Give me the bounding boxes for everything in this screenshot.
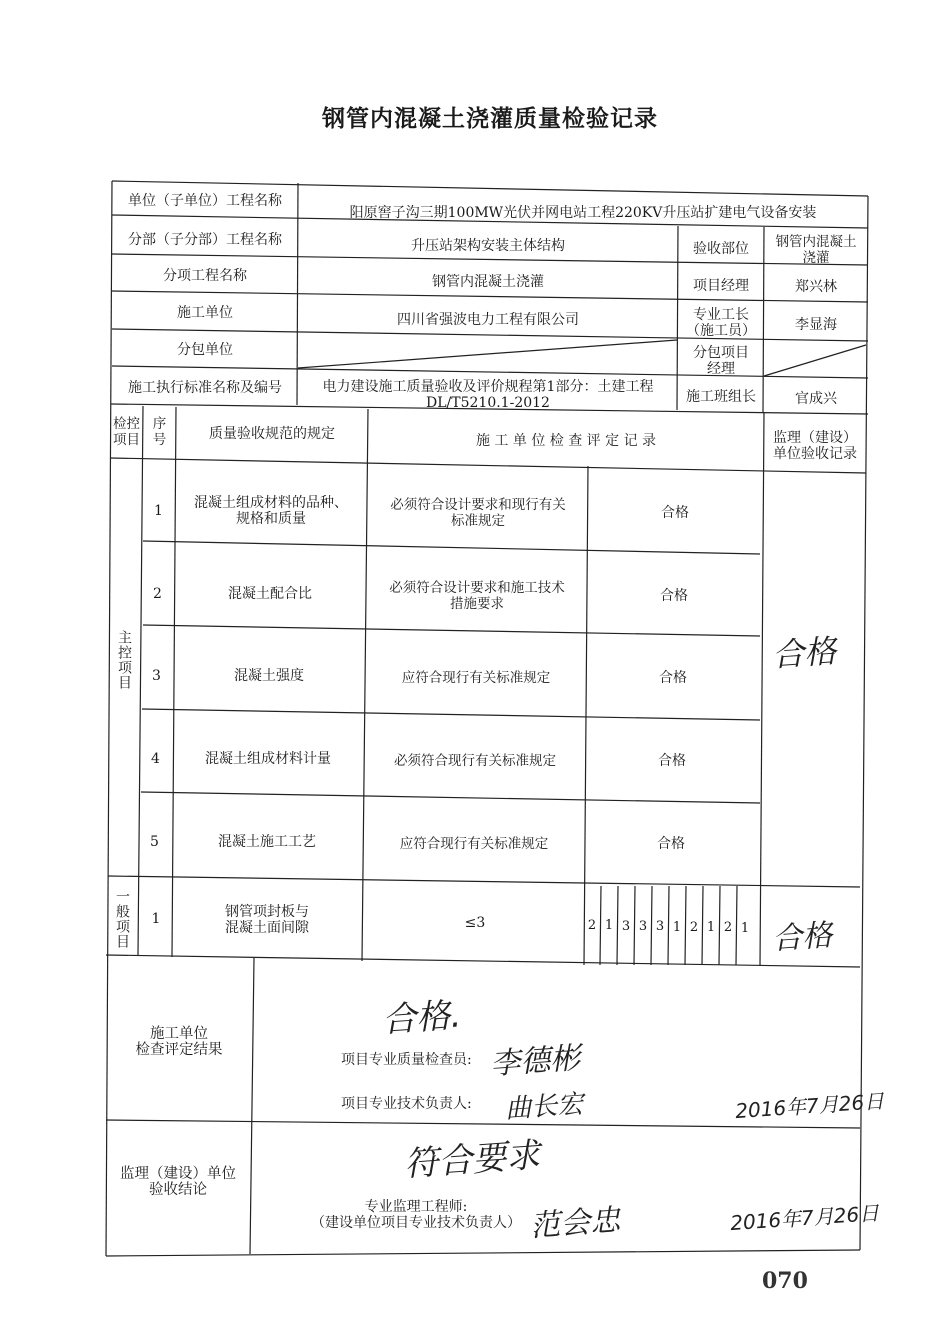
main-row-name: 混凝土配合比 (228, 586, 312, 602)
main-row-result: 合格 (661, 505, 689, 521)
general-name: 钢管项封板与 混凝土面间隙 (225, 904, 309, 936)
main-row-name: 混凝土组成材料计量 (205, 751, 331, 767)
pm-label: 项目经理 (693, 278, 749, 294)
measurement-value: 2 (723, 920, 733, 936)
measurement-value: 2 (689, 919, 699, 935)
main-row-result: 合格 (659, 670, 687, 686)
main-row-requirement: 必须符合现行有关标准规定 (394, 753, 556, 769)
team-leader-label: 施工班组长 (686, 389, 756, 405)
standard-label: 施工执行标准名称及编号 (128, 380, 282, 396)
supervisor-date: 2016年7月26日 (729, 1200, 880, 1236)
foreman-label: 专业工长 （施工员） (686, 307, 756, 339)
contractor-value: 四川省强波电力工程有限公司 (397, 312, 579, 328)
tech-lead-signature: 曲长宏 (504, 1089, 585, 1125)
main-row-name: 混凝土强度 (234, 668, 304, 684)
col-supervisor: 监理（建设） 单位验收记录 (773, 430, 857, 462)
inspector-signature: 李德彬 (489, 1040, 582, 1083)
subsection-label: 分部（子分部）工程名称 (128, 232, 282, 248)
acceptance-part-value: 钢管内混凝土 浇灌 (775, 234, 857, 266)
col-check-item: 检控 项目 (113, 416, 140, 448)
standard-value: 电力建设施工质量验收及评价规程第1部分：土建工程 DL/T5210.1-2012 (322, 379, 654, 411)
main-row-requirement: 必须符合设计要求和现行有关 标准规定 (390, 497, 566, 529)
main-row-seq: 2 (153, 586, 162, 602)
measurement-value: 1 (672, 919, 682, 935)
measurement-value: 1 (740, 920, 750, 936)
contractor-date: 2016年7月26日 (734, 1088, 885, 1124)
item-label: 分项工程名称 (163, 268, 247, 284)
measurement-value: 1 (706, 920, 716, 936)
col-record: 施 工 单 位 检 查 评 定 记 录 (475, 433, 657, 449)
col-spec: 质量验收规范的规定 (209, 426, 335, 442)
contractor-result-handwritten: 合格. (380, 995, 463, 1041)
main-row-name: 混凝土组成材料的品种、 规格和质量 (194, 495, 348, 527)
general-requirement: ≤3 (464, 915, 486, 931)
measurement-value: 3 (621, 918, 631, 934)
document-title: 钢管内混凝土浇灌质量检验记录 (322, 106, 658, 132)
subcontractor-label: 分包单位 (177, 342, 233, 358)
measurement-value: 3 (638, 918, 648, 934)
general-items-label: 一般项目 (114, 889, 130, 949)
pm-value: 郑兴林 (795, 279, 837, 295)
team-leader-value: 官成兴 (795, 391, 837, 407)
main-row-requirement: 必须符合设计要求和施工技术 措施要求 (389, 580, 565, 612)
main-row-result: 合格 (657, 836, 685, 852)
supervisor-conclusion-label: 监理（建设）单位 验收结论 (120, 1166, 236, 1198)
main-row-requirement: 应符合现行有关标准规定 (399, 836, 549, 852)
measurement-value: 3 (655, 919, 665, 935)
main-row-seq: 5 (150, 834, 159, 850)
contractor-result-label: 施工单位 检查评定结果 (135, 1026, 223, 1058)
acceptance-part-label: 验收部位 (693, 241, 749, 257)
contractor-label: 施工单位 (177, 305, 233, 321)
supervisor-engineer-label: 专业监理工程师: （建设单位项目专业技术负责人） (311, 1199, 521, 1231)
supervisor-conclusion-handwritten: 符合要求 (403, 1135, 542, 1185)
main-row-requirement: 应符合现行有关标准规定 (401, 670, 551, 686)
unit-project-label: 单位（子单位）工程名称 (128, 193, 282, 209)
main-row-name: 混凝土施工工艺 (218, 834, 316, 850)
sub-pm-value (764, 346, 868, 376)
main-row-result: 合格 (660, 588, 688, 604)
tech-lead-label: 项目专业技术负责人: (341, 1096, 472, 1112)
main-row-seq: 1 (154, 503, 163, 519)
sub-pm-label: 分包项目 经理 (693, 345, 749, 377)
main-supervisor-handwritten: 合格 (770, 631, 838, 675)
general-supervisor-handwritten: 合格 (771, 917, 834, 958)
supervisor-engineer-signature: 范会忠 (529, 1202, 622, 1245)
main-items-label: 主控项目 (116, 630, 132, 690)
col-seq: 序 号 (152, 416, 167, 448)
page-number: 070 (762, 1268, 808, 1294)
subcontractor-value (298, 340, 678, 370)
main-row-seq: 3 (152, 668, 161, 684)
main-row-seq: 4 (151, 751, 160, 767)
item-value: 钢管内混凝土浇灌 (432, 274, 544, 290)
main-row-result: 合格 (658, 753, 686, 769)
subsection-value: 升压站架构安装主体结构 (411, 238, 565, 254)
foreman-value: 李显海 (795, 317, 837, 333)
measurement-value: 2 (587, 918, 597, 933)
inspector-label: 项目专业质量检查员: (341, 1052, 472, 1068)
general-seq: 1 (151, 911, 161, 927)
unit-project-value: 阳原窖子沟三期100MW光伏并网电站工程220KV升压站扩建电气设备安装 (349, 205, 817, 221)
measurement-value: 1 (604, 918, 614, 934)
